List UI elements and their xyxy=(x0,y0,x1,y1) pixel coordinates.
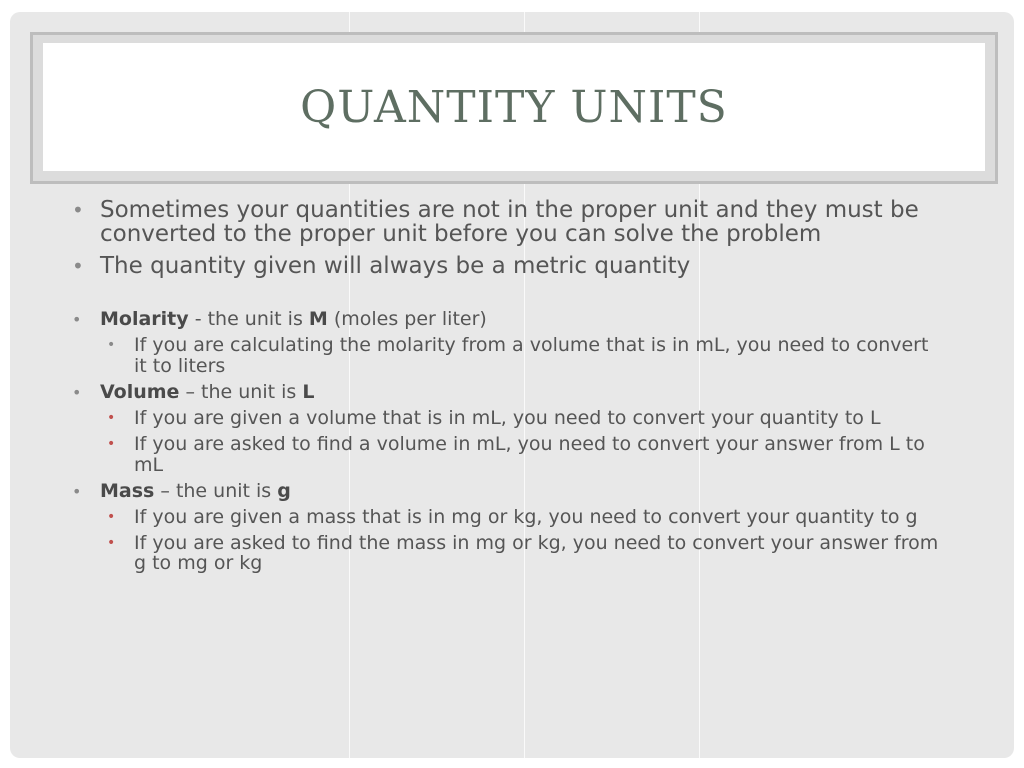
bullet-dot-icon: • xyxy=(72,254,84,279)
title-box xyxy=(43,43,985,171)
bullet-item-volume xyxy=(72,383,942,403)
bullet-dot-icon: • xyxy=(72,198,84,222)
sub-bullet-text: If you are calculating the molarity from a volume that is in mL, you need to convert it to liters xyxy=(134,334,929,378)
term-volume: Volume xyxy=(100,381,180,404)
slide-title: QUANTITY UNITS xyxy=(300,81,728,133)
bullet-item-molarity xyxy=(72,310,942,330)
bullet-dot-icon: • xyxy=(72,383,82,403)
sub-bullet-dot-icon: • xyxy=(107,534,116,551)
bullet-text: Sometimes your quantities are not in the proper unit and they must be converted to the proper unit before you can solve the problem xyxy=(100,197,919,248)
sub-bullet-text: If you are given a mass that is in mg or kg, you need to convert your quantity to g xyxy=(134,505,918,528)
term-mass: Mass xyxy=(100,479,155,502)
sub-bullet-dot-icon: • xyxy=(107,337,116,354)
unit-intro: – the unit is xyxy=(154,479,278,502)
sub-bullet-dot-icon: • xyxy=(107,410,116,427)
sub-bullet-item xyxy=(72,533,942,575)
bullet-text: The quantity given will always be a metric quantity xyxy=(100,253,691,280)
bullet-dot-icon: • xyxy=(72,481,82,501)
sub-bullet-item xyxy=(72,408,942,429)
sub-bullet-item xyxy=(72,434,942,476)
unit-description: (moles per liter) xyxy=(327,308,487,331)
slide xyxy=(10,12,1014,758)
sub-bullet-dot-icon: • xyxy=(107,435,116,452)
unit-intro: – the unit is xyxy=(179,381,303,404)
sub-bullet-text: If you are given a volume that is in mL, you need to convert your quantity to L xyxy=(134,407,881,430)
bullet-item xyxy=(72,198,942,246)
sub-bullet-item xyxy=(72,335,942,377)
sub-bullet-dot-icon: • xyxy=(107,508,116,525)
unit-symbol: M xyxy=(308,308,328,331)
title-frame xyxy=(30,32,998,184)
unit-intro: - the unit is xyxy=(188,308,309,331)
slide-content xyxy=(72,198,942,579)
spacer xyxy=(72,286,942,304)
bullet-item xyxy=(72,254,942,278)
sub-bullet-item xyxy=(72,507,942,528)
sub-bullet-text: If you are asked to find a volume in mL, you need to convert your answer from L to mL xyxy=(134,432,925,476)
term-molarity: Molarity xyxy=(100,308,189,331)
unit-symbol: L xyxy=(302,381,315,404)
unit-symbol: g xyxy=(277,479,291,502)
bullet-item-mass xyxy=(72,479,942,502)
sub-bullet-text: If you are asked to find the mass in mg or kg, you need to convert your answer from g to mg or kg xyxy=(134,531,939,575)
bullet-dot-icon: • xyxy=(72,310,82,330)
